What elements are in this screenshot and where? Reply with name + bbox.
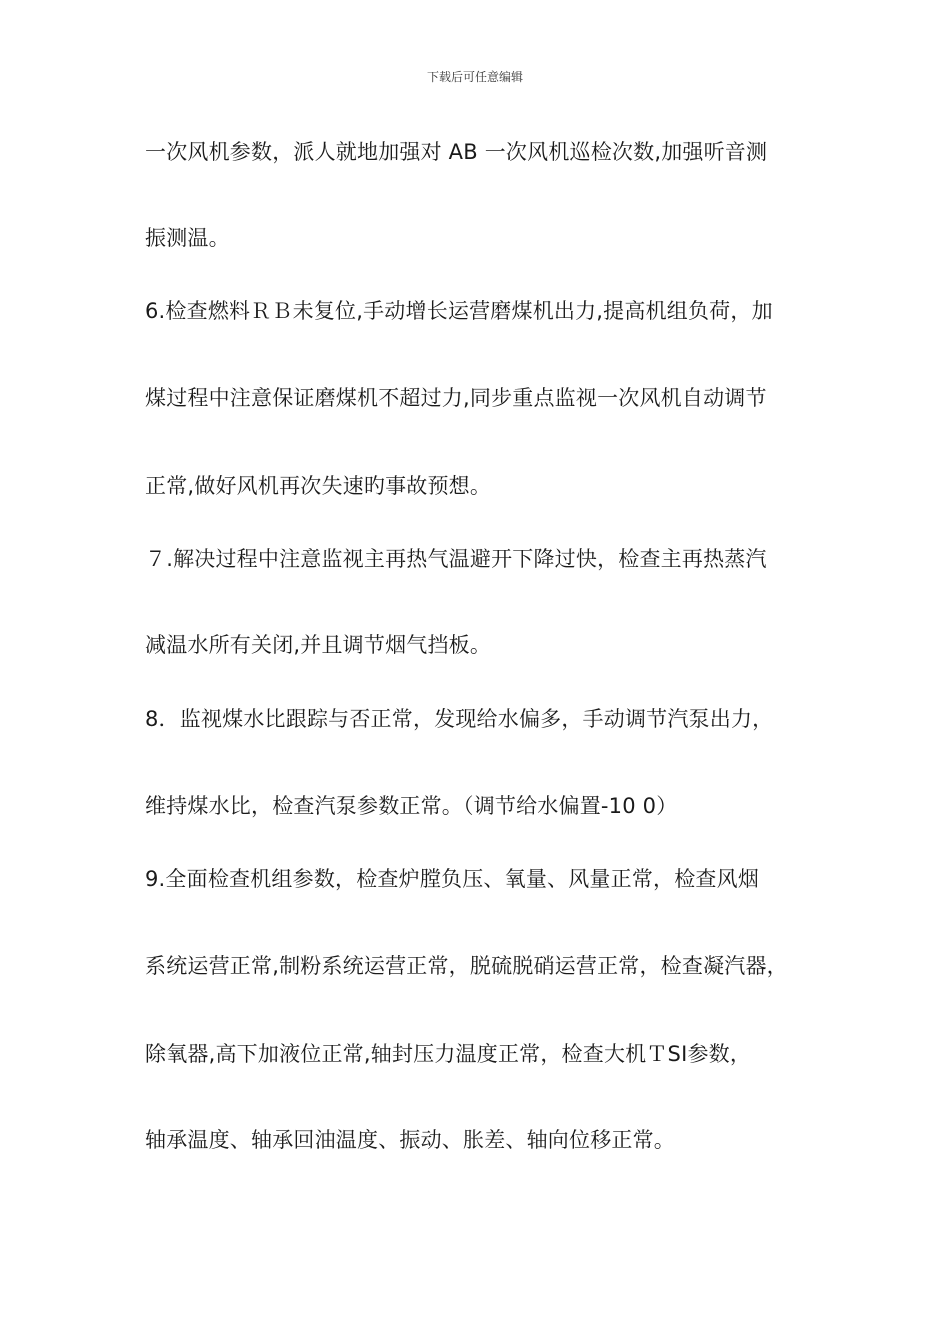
text-line: 6.检查燃料ＲＢ未复位,手动增长运营磨煤机出力,提高机组负荷，加 [145, 299, 773, 323]
text-line: 9.全面检查机组参数，检查炉膛负压、氧量、风量正常，检查风烟 [145, 867, 760, 891]
text-line: 一次风机参数，派人就地加强对 AB 一次风机巡检次数,加强听音测 [145, 140, 768, 164]
text-line: 振测温。 [145, 226, 230, 250]
text-line: 正常,做好风机再次失速旳事故预想。 [145, 474, 492, 498]
text-line: 维持煤水比，检查汽泵参数正常。（调节给水偏置-10 0） [145, 794, 678, 818]
text-line: ７.解决过程中注意监视主再热气温避开下降过快，检查主再热蒸汽 [145, 547, 767, 571]
text-line: 煤过程中注意保证磨煤机不超过力,同步重点监视一次风机自动调节 [145, 386, 767, 410]
text-line: 减温水所有关闭,并且调节烟气挡板。 [145, 633, 492, 657]
text-line: 轴承温度、轴承回油温度、振动、胀差、轴向位移正常。 [145, 1128, 675, 1152]
page-header: 下载后可任意编辑 [426, 70, 523, 84]
text-line: 系统运营正常,制粉系统运营正常，脱硫脱硝运营正常，检查凝汽器， [145, 954, 788, 978]
text-line: 除氧器,高下加液位正常,轴封压力温度正常，检查大机ＴSI参数， [145, 1042, 752, 1066]
text-line: 8．监视煤水比跟踪与否正常，发现给水偏多，手动调节汽泵出力， [145, 707, 774, 731]
